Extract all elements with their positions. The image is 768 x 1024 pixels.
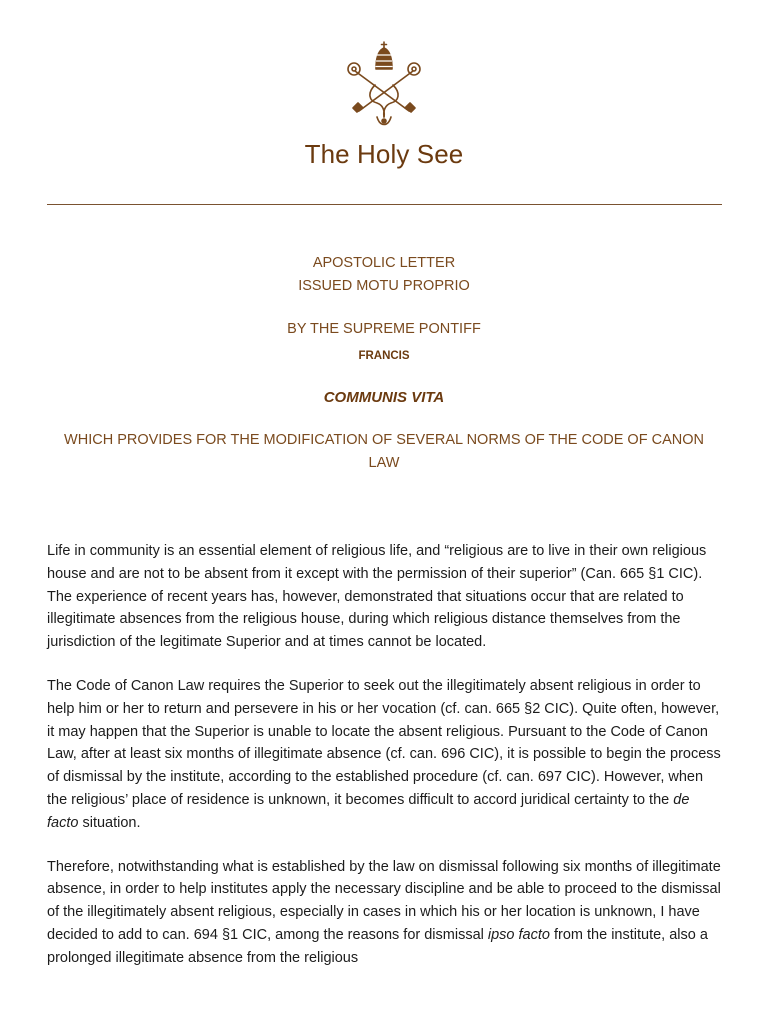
by-line: BY THE SUPREME PONTIFF — [287, 321, 481, 337]
paragraph-2-text-a: The Code of Canon Law requires the Superior to seek out the illegitimately absent religious in order to help him or her to return and persevere in his or her vocation (cf. can. 665 §2 CIC). Quite often, however, it may happen that the Superior is unable to locate the absent religious. Pursuant to the Code of Canon Law, after at least six months of illegitimate absence (cf. can. 696 CIC), it is possible to begin the process of dismissal by the institute, according to the established procedure (cf. can. 697 CIC). However, when the religious’ place of residence is unknown, it becomes difficult to accord juridical certainty to the — [47, 677, 721, 808]
site-title[interactable]: The Holy See — [304, 139, 464, 169]
document-subtitle: WHICH PROVIDES FOR THE MODIFICATION OF SEVERAL NORMS OF THE CODE OF CANON LAW — [64, 432, 704, 471]
document-body — [47, 540, 722, 991]
paragraph-2-text-b: situation. — [78, 814, 141, 831]
paragraph-3 — [47, 856, 722, 970]
document-type-line-2: ISSUED MOTU PROPRIO — [298, 278, 470, 294]
document-type — [0, 252, 768, 298]
paragraph-3-text-b: from the institute, also a prolonged illegitimate absence from the religious — [47, 926, 708, 966]
paragraph-3-text-a: Therefore, notwithstanding what is established by the law on dismissal following six months of illegitimate absence, in order to help institutes apply the necessary discipline and be able to proceed to the dismissal of the illegitimately absent religious, especially in cases in which his or her location is unknown, I have decided to add to can. 694 §1 CIC, among the reasons for dismissal — [47, 858, 721, 943]
paragraph-2 — [47, 675, 722, 835]
papal-coat-of-arms-icon — [343, 41, 425, 129]
paragraph-3-emphasis: ipso facto — [487, 926, 550, 943]
document-type-line-1: APOSTOLIC LETTER — [312, 255, 456, 271]
pope-name: FRANCIS — [358, 350, 410, 362]
document-title: COMMUNIS VITA — [323, 389, 445, 406]
paragraph-2-emphasis: de facto — [47, 791, 690, 831]
paragraph-1: Life in community is an essential element of religious life, and “religious are to live in their own religious house and are not to be absent from it except with the permission of their superior” (Can. 665 §1 CIC). The experience of recent years has, however, demonstrated that situations occur that are related to illegitimate absences from the religious house, during which religious distance themselves from the jurisdiction of the legitimate Superior and at times cannot be located. — [47, 543, 707, 651]
header-divider — [47, 204, 722, 205]
